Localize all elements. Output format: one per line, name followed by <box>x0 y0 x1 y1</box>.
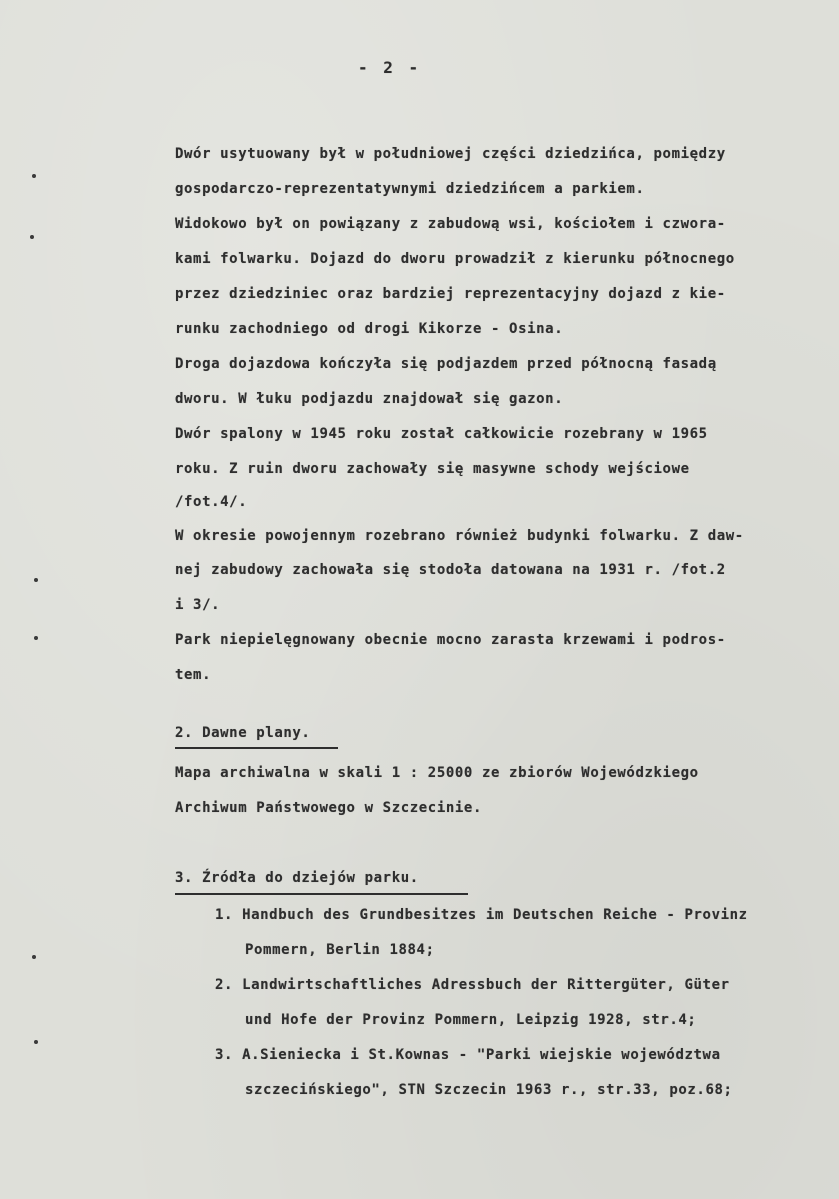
intro-line: przez dziedziniec oraz bardziej reprezentacyjny dojazd z kie- <box>175 286 726 302</box>
intro-line: W okresie powojennym rozebrano również budynki folwarku. Z daw- <box>175 528 744 544</box>
intro-line: kami folwarku. Dojazd do dworu prowadził z kierunku północnego <box>175 251 735 267</box>
source-item: 2. Landwirtschaftliches Adressbuch der Rittergüter, Güter <box>215 977 730 993</box>
intro-line: Park niepielęgnowany obecnie mocno zarasta krzewami i podros- <box>175 632 726 648</box>
page-number: - 2 - <box>358 58 422 77</box>
source-item: 1. Handbuch des Grundbesitzes im Deutschen Reiche - Provinz <box>215 907 748 923</box>
section-heading-dawne-plany: 2. Dawne plany. <box>175 725 311 741</box>
intro-line: dworu. W łuku podjazdu znajdował się gazon. <box>175 391 564 407</box>
intro-line: roku. Z ruin dworu zachowały się masywne schody wejściowe <box>175 461 690 477</box>
heading-underline <box>175 747 338 749</box>
intro-line: gospodarczo-reprezentatywnymi dziedzińcem a parkiem. <box>175 181 645 197</box>
intro-line: Widokowo był on powiązany z zabudową wsi, kościołem i czwora- <box>175 216 726 232</box>
punch-hole-mark <box>32 955 36 959</box>
source-item-continuation: szczecińskiego", STN Szczecin 1963 r., str.33, poz.68; <box>245 1082 733 1098</box>
intro-line: runku zachodniego od drogi Kikorze - Osina. <box>175 321 564 337</box>
intro-line: i 3/. <box>175 597 221 613</box>
heading-underline <box>175 893 468 895</box>
intro-line: Dwór usytuowany był w południowej części dziedzińca, pomiędzy <box>175 146 726 162</box>
source-item-continuation: und Hofe der Provinz Pommern, Leipzig 1928, str.4; <box>245 1012 697 1028</box>
punch-hole-mark <box>30 235 34 239</box>
source-item-continuation: Pommern, Berlin 1884; <box>245 942 435 958</box>
intro-line: Droga dojazdowa kończyła się podjazdem przed północną fasadą <box>175 356 717 372</box>
section2-line: Archiwum Państwowego w Szczecinie. <box>175 800 482 816</box>
punch-hole-mark <box>34 578 38 582</box>
punch-hole-mark <box>32 174 36 178</box>
punch-hole-mark <box>34 636 38 640</box>
section2-line: Mapa archiwalna w skali 1 : 25000 ze zbiorów Wojewódzkiego <box>175 765 699 781</box>
punch-hole-mark <box>34 1040 38 1044</box>
intro-line: nej zabudowy zachowała się stodoła datowana na 1931 r. /fot.2 <box>175 562 726 578</box>
section-heading-zrodla: 3. Źródła do dziejów parku. <box>175 870 419 886</box>
intro-line: Dwór spalony w 1945 roku został całkowicie rozebrany w 1965 <box>175 426 708 442</box>
source-item: 3. A.Sieniecka i St.Kownas - "Parki wiejskie województwa <box>215 1047 721 1063</box>
intro-line: /fot.4/. <box>175 494 248 510</box>
intro-line: tem. <box>175 667 212 683</box>
